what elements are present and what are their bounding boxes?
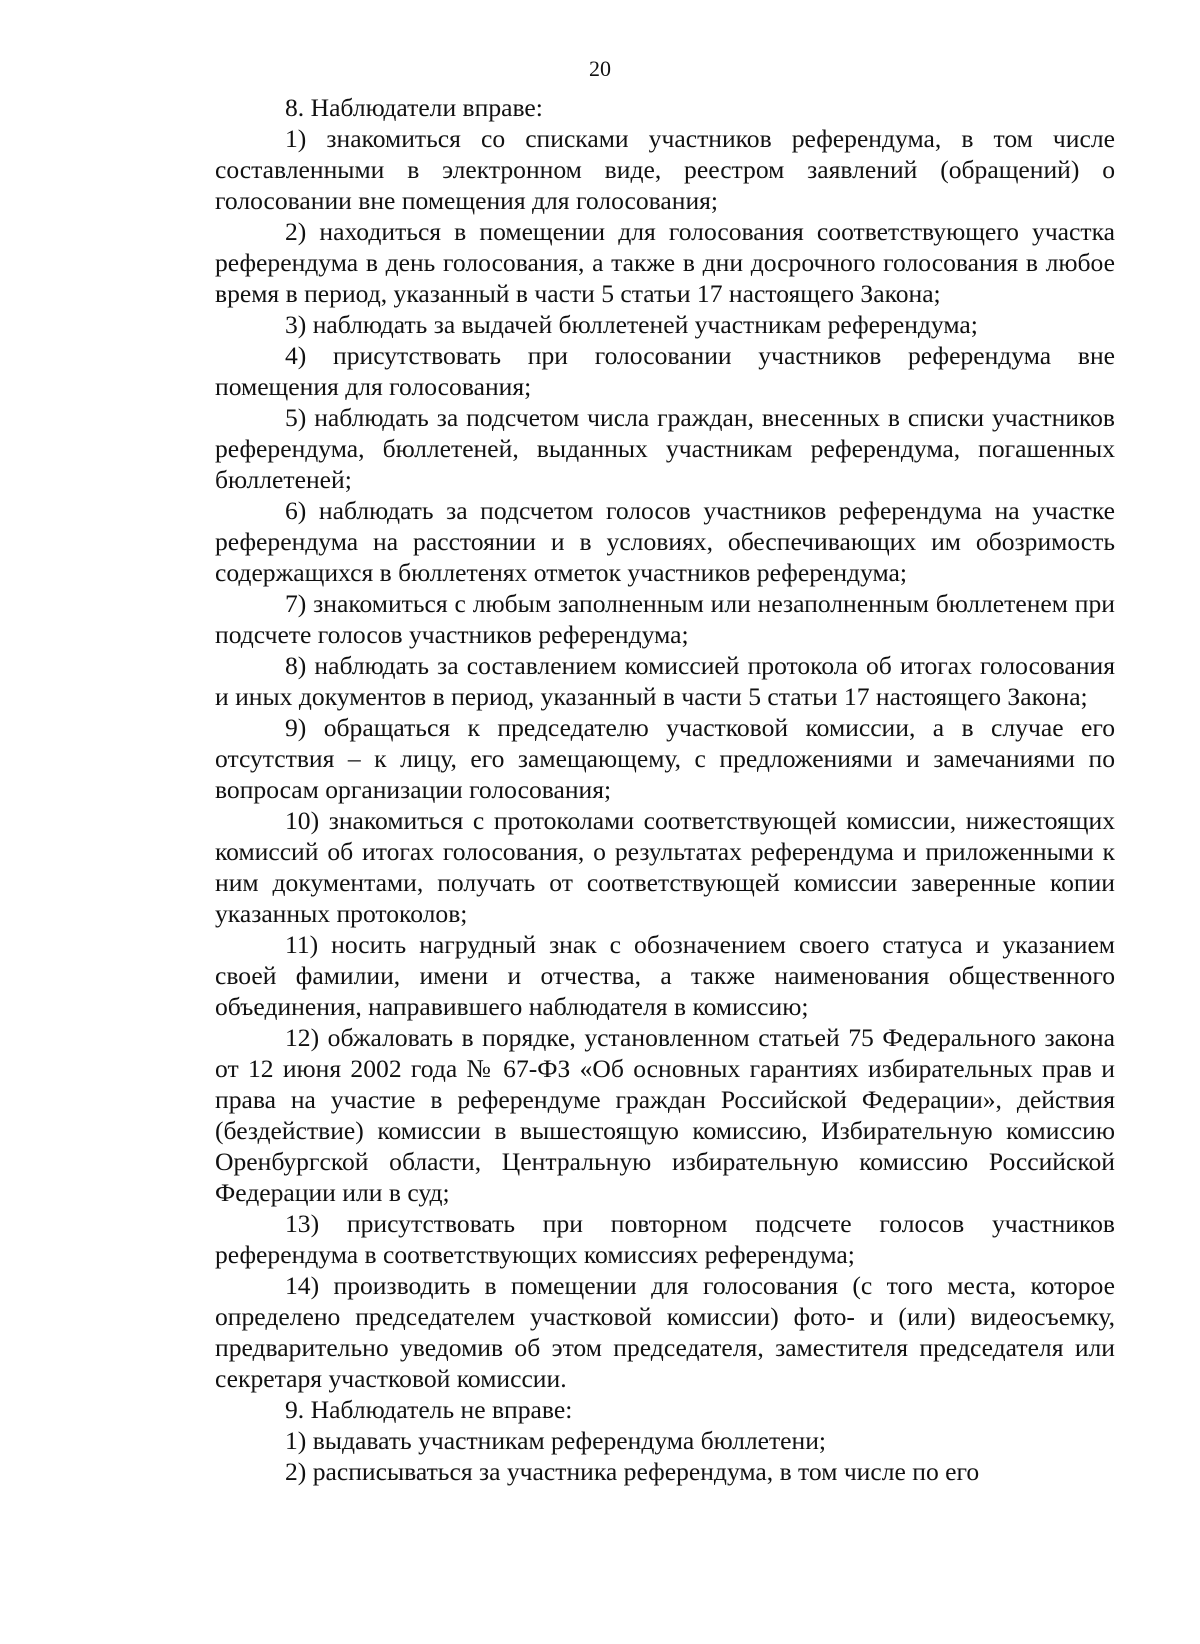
list-item: 9) обращаться к председателю участковой комиссии, а в случае его отсутствия – к лицу, его замещающему, с предложениями и замечаниями по вопросам организации голосования; xyxy=(215,713,1115,804)
list-item: 12) обжаловать в порядке, установленном статьей 75 Федерального закона от 12 июня 2002 года № 67-ФЗ «Об основных гарантиях избирательных прав и права на участие в референдуме граждан Российской Федерации», действия (бездействие) комиссии в вышестоящую комиссию, Избирательную комиссию Оренбургской области, Центральную избирательную комиссию Российской Федерации или в суд; xyxy=(215,1023,1115,1207)
list-item: 6) наблюдать за подсчетом голосов участников референдума на участке референдума на расстоянии и в условиях, обеспечивающих им обозримость содержащихся в бюллетенях отметок участников референдума; xyxy=(215,496,1115,587)
list-item: 13) присутствовать при повторном подсчете голосов участников референдума в соответствующих комиссиях референдума; xyxy=(215,1209,1115,1269)
section-heading-observer-prohibitions: 9. Наблюдатель не вправе: xyxy=(285,1395,573,1424)
list-item: 1) выдавать участникам референдума бюллетени; xyxy=(285,1426,827,1455)
list-item: 1) знакомиться со списками участников референдума, в том числе составленными в электронном виде, реестром заявлений (обращений) о голосовании вне помещения для голосования; xyxy=(215,124,1115,215)
list-item: 14) производить в помещении для голосования (с того места, которое определено председателем участковой комиссии) фото- и (или) видеосъемку, предварительно уведомив об этом председателя, заместителя председателя или секретаря участковой комиссии. xyxy=(215,1271,1115,1393)
list-item: 8) наблюдать за составлением комиссией протокола об итогах голосования и иных документов в период, указанный в части 5 статьи 17 настоящего Закона; xyxy=(215,651,1115,711)
page-number: 20 xyxy=(589,56,611,81)
list-item: 11) носить нагрудный знак с обозначением своего статуса и указанием своей фамилии, имени и отчества, а также наименования общественного объединения, направившего наблюдателя в комиссию; xyxy=(215,930,1115,1021)
list-item: 2) находиться в помещении для голосования соответствующего участка референдума в день голосования, а также в дни досрочного голосования в любое время в период, указанный в части 5 статьи 17 настоящего Закона; xyxy=(215,217,1115,308)
list-item: 2) расписываться за участника референдума, в том числе по его xyxy=(285,1457,980,1486)
list-item: 10) знакомиться с протоколами соответствующей комиссии, нижестоящих комиссий об итогах голосования, о результатах референдума и приложенными к ним документами, получать от соответствующей комиссии заверенные копии указанных протоколов; xyxy=(215,806,1115,928)
list-item: 3) наблюдать за выдачей бюллетеней участникам референдума; xyxy=(285,310,978,339)
section-heading-observers-rights: 8. Наблюдатели вправе: xyxy=(285,93,543,122)
list-item: 5) наблюдать за подсчетом числа граждан, внесенных в списки участников референдума, бюллетеней, выданных участникам референдума, погашенных бюллетеней; xyxy=(215,403,1115,494)
list-item: 7) знакомиться с любым заполненным или незаполненным бюллетенем при подсчете голосов участников референдума; xyxy=(215,589,1115,649)
document-body xyxy=(215,92,1115,1487)
list-item: 4) присутствовать при голосовании участников референдума вне помещения для голосования; xyxy=(215,341,1115,401)
